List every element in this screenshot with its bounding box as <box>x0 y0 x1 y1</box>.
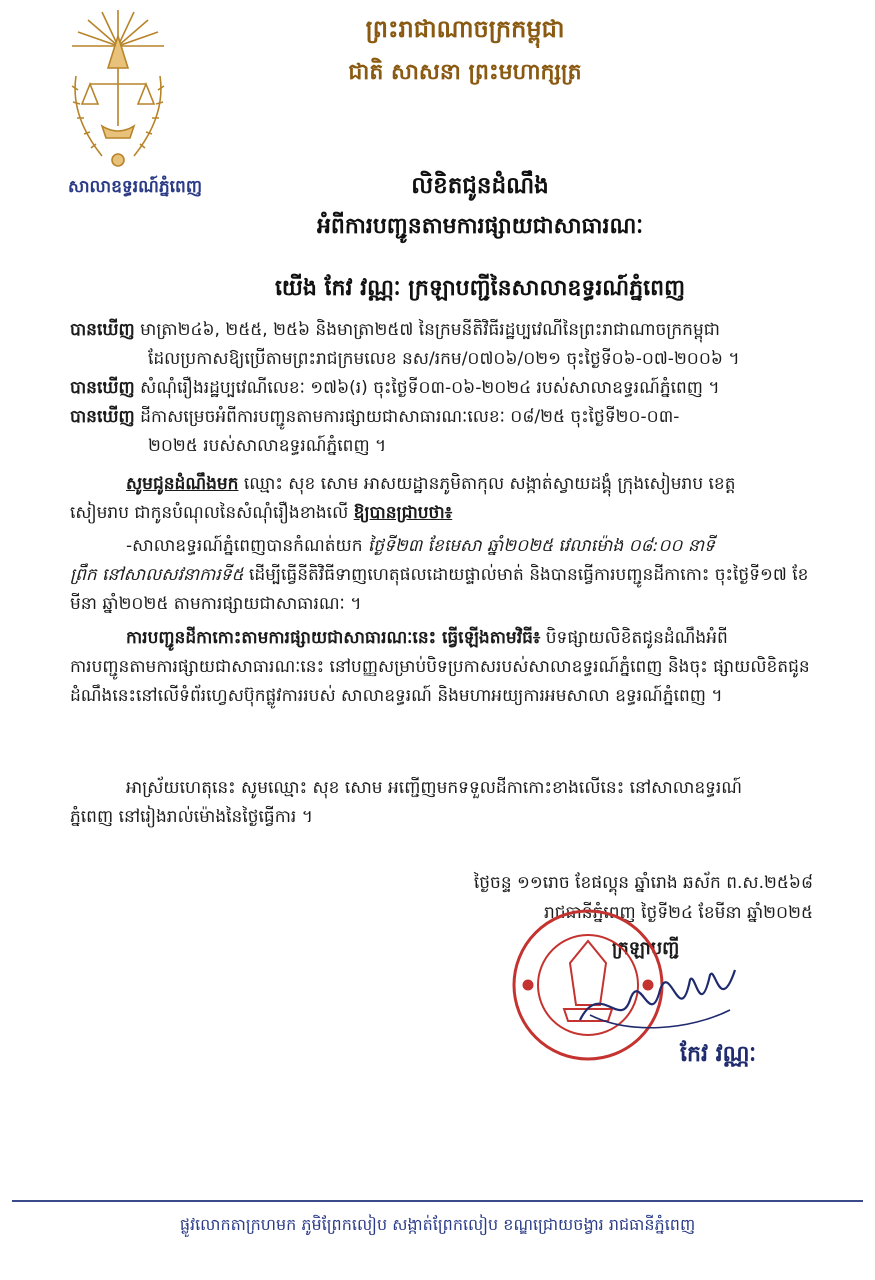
signer-role: ក្រឡាបញ្ជី <box>612 938 680 959</box>
paragraph-seen-2: បានឃើញ សំណុំរឿងរដ្ឋប្បវេណីលេខៈ ១៧៦(រ) ចុះថ្ងៃទី០៣-០៦-២០២៤ របស់សាលាឧទ្ធរណ៍ភ្នំពេញ ។ <box>70 378 720 398</box>
footer-address: ផ្លូវលោកតាក្រហមក ភូមិព្រែកលៀប សង្កាត់ព្រែកលៀប ខណ្ឌជ្រោយចង្វារ រាជធានីភ្នំពេញ <box>179 1215 696 1234</box>
paragraph-method: ការបញ្ជូនដីកាកោះតាមការផ្សាយជាសាធារណៈនេះ ធ្វើឡើងតាមវិធី៖ បិទផ្សាយលិខិតជូនដំណឹងអំពី ការបញ្ជូនតាមការផ្សាយជាសាធារណៈនេះ នៅបញ្ញសម្រាប់បិទប្រកាសរបស់សាលាឧទ្ធរណ៍ភ្នំពេញ និងចុះ ផ្សាយលិខិតជូនដំណឹងនេះនៅលើទំព័រហ្វេសប៊ុកផ្លូវការរបស់ សាលាឧទ្ធរណ៍ និងមហាអយ្យការអមសាលា ឧទ្ធរណ៍ភ្នំពេញ ។ <box>70 628 810 706</box>
seen-label: បានឃើញ <box>70 407 135 427</box>
signer-name: កែវ វណ្ណៈ <box>680 1042 757 1067</box>
handwritten-signature-icon <box>570 960 740 1040</box>
national-motto: ជាតិ សាសនា ព្រះមហាក្សត្រ <box>348 59 582 85</box>
paragraph-notify: សូមជូនដំណឹងមក ឈ្មោះ សុខ សោម អាសយដ្ឋានភូមិតាកុល សង្កាត់ស្វាយដង្គុំ ក្រុងសៀមរាប ខេត្ត សៀមរាប ជាកូនបំណុលនៃសំណុំរឿងខាងលើ ឱ្យបានជ្រាបថា៖ <box>70 474 736 523</box>
document-subtitle: អំពីការបញ្ជូនតាមការផ្សាយជាសាធារណៈ <box>316 214 644 239</box>
place-date: រាជធានីភ្នំពេញ ថ្ងៃទី២៤ ខែមីនា ឆ្នាំ២០២៥ <box>544 903 813 923</box>
method-heading: ការបញ្ជូនដីកាកោះតាមការផ្សាយជាសាធារណៈនេះ ធ្វើឡើងតាមវិធី៖ <box>126 628 541 648</box>
paragraph-conclusion: អាស្រ័យហេតុនេះ សូមឈ្មោះ សុខ សោម អញ្ជើញមកទទួលដីកាកោះខាងលើនេះ នៅសាលាឧទ្ធរណ៍ ភ្នំពេញ នៅរៀងរាល់ម៉ោងនៃថ្ងៃធ្វើការ ។ <box>70 778 743 827</box>
issuer-line: យើង កែវ វណ្ណៈ ក្រឡាបញ្ជីនៃសាលាឧទ្ធរណ៍ភ្នំពេញ <box>274 276 686 301</box>
paragraph-hearing: -សាលាឧទ្ធរណ៍ភ្នំពេញបានកំណត់យក ថ្ងៃទី២៣ ខែមេសា ឆ្នាំ២០២៥ វេលាម៉ោង ០៨:០០ នាទី ព្រឹក នៅសាលសវនាការទី៥ ដើម្បីធ្វើនីតិវិធីទាញហេតុផលដោយផ្ទាល់មាត់ និងបានធ្វើការបញ្ជូនដីកាកោះ ចុះថ្ងៃទី១៧ ខែមីនា ឆ្នាំ២០២៥ តាមការផ្សាយជាសាធារណៈ ។ <box>70 536 809 614</box>
court-emblem-icon <box>62 6 174 176</box>
paragraph-seen-3: បានឃើញ ដីកាសម្រេចអំពីការបញ្ជូនតាមការផ្សាយជាសាធារណៈលេខៈ ០៨/២៥ ចុះថ្ងៃទី២០-០៣- ២០២៥ របស់សាលាឧទ្ធរណ៍ភ្នំពេញ ។ <box>70 407 680 456</box>
seen-label: បានឃើញ <box>70 378 135 398</box>
court-name-label: សាលាឧទ្ធរណ៍ភ្នំពេញ <box>67 177 203 197</box>
kingdom-heading: ព្រះរាជាណាចក្រកម្ពុជា <box>365 14 565 43</box>
paragraph-seen-1: បានឃើញ មាត្រា២៤៦, ២៥៥, ២៥៦ និងមាត្រា២៥៧ នៃក្រមនីតិវិធីរដ្ឋប្បវេណីនៃព្រះរាជាណាចក្រកម្ពុជា ដែលប្រកាសឱ្យប្រើតាមព្រះរាជក្រមលេខ នស/រកម/០៧០៦/០២១ ចុះថ្ងៃទី០៦-០៧-២០០៦ ។ <box>70 320 740 369</box>
document-title: លិខិតជូនដំណឹង <box>411 173 549 199</box>
notify-label: សូមជូនដំណឹងមក <box>126 474 239 494</box>
hearing-schedule: ថ្ងៃទី២៣ ខែមេសា ឆ្នាំ២០២៥ វេលាម៉ោង ០៨:០០ នាទី <box>367 536 715 556</box>
lunar-date: ថ្ងៃចន្ទ ១១រោច ខែផល្គុន ឆ្នាំរោង ឆស័ក ព.ស.២៥៦៨ <box>473 873 813 893</box>
seen-label: បានឃើញ <box>70 320 135 340</box>
footer-divider <box>12 1200 863 1202</box>
